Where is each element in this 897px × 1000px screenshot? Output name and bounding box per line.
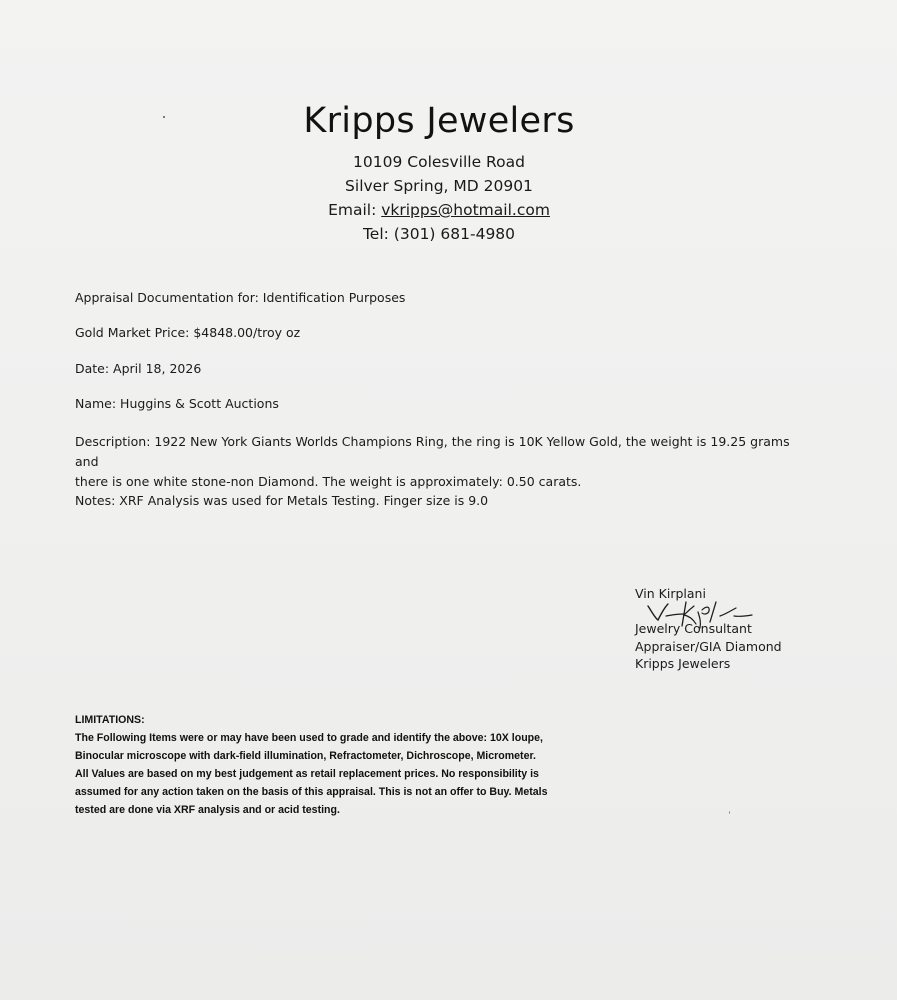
item-description bbox=[75, 432, 805, 492]
email-label: Email: bbox=[328, 201, 382, 219]
appraiser-credential: Appraiser/GIA Diamond bbox=[635, 638, 782, 654]
letterhead bbox=[0, 98, 878, 246]
appraisal-notes: Notes: XRF Analysis was used for Metals Testing. Finger size is 9.0 bbox=[75, 493, 489, 508]
appraiser-company: Kripps Jewelers bbox=[635, 656, 731, 671]
limitations-line: assumed for any action taken on the basis of this appraisal. This is not an offer to Buy. Metals bbox=[75, 786, 548, 798]
gold-market-price: Gold Market Price: $4848.00/troy oz bbox=[75, 325, 301, 340]
limitations-line: All Values are based on my best judgement as retail replacement prices. No responsibility is bbox=[75, 768, 539, 780]
limitations-line: Binocular microscope with dark-field illumination, Refractometer, Dichroscope, Micrometer. bbox=[75, 750, 536, 762]
limitations-line: tested are done via XRF analysis and or acid testing. bbox=[75, 804, 340, 816]
address-city: Silver Spring, MD 20901 bbox=[345, 177, 533, 195]
email-link[interactable]: vkripps@hotmail.com bbox=[381, 201, 550, 219]
address-street: 10109 Colesville Road bbox=[353, 153, 525, 171]
limitations-heading: LIMITATIONS: bbox=[75, 714, 145, 726]
description-line: Description: 1922 New York Giants Worlds Champions Ring, the ring is 10K Yellow Gold, the weight is 19.25 grams and bbox=[75, 434, 790, 469]
email-line bbox=[0, 198, 878, 222]
appraiser-name: Vin Kirplani bbox=[635, 586, 706, 601]
paper-speck bbox=[729, 811, 730, 814]
appraisal-date: Date: April 18, 2026 bbox=[75, 361, 202, 376]
limitations-section bbox=[75, 711, 675, 819]
limitations-line: The Following Items were or may have been used to grade and identify the above: 10X loupe, bbox=[75, 732, 543, 744]
handwritten-signature bbox=[646, 598, 756, 630]
appraiser-title: Jewelry Consultant bbox=[635, 621, 752, 636]
client-name: Name: Huggins & Scott Auctions bbox=[75, 396, 279, 411]
company-name: Kripps Jewelers bbox=[303, 101, 575, 141]
description-line: there is one white stone-non Diamond. The weight is approximately: 0.50 carats. bbox=[75, 474, 582, 489]
telephone: Tel: (301) 681-4980 bbox=[362, 225, 516, 243]
appraisal-purpose: Appraisal Documentation for: Identification Purposes bbox=[75, 290, 406, 305]
